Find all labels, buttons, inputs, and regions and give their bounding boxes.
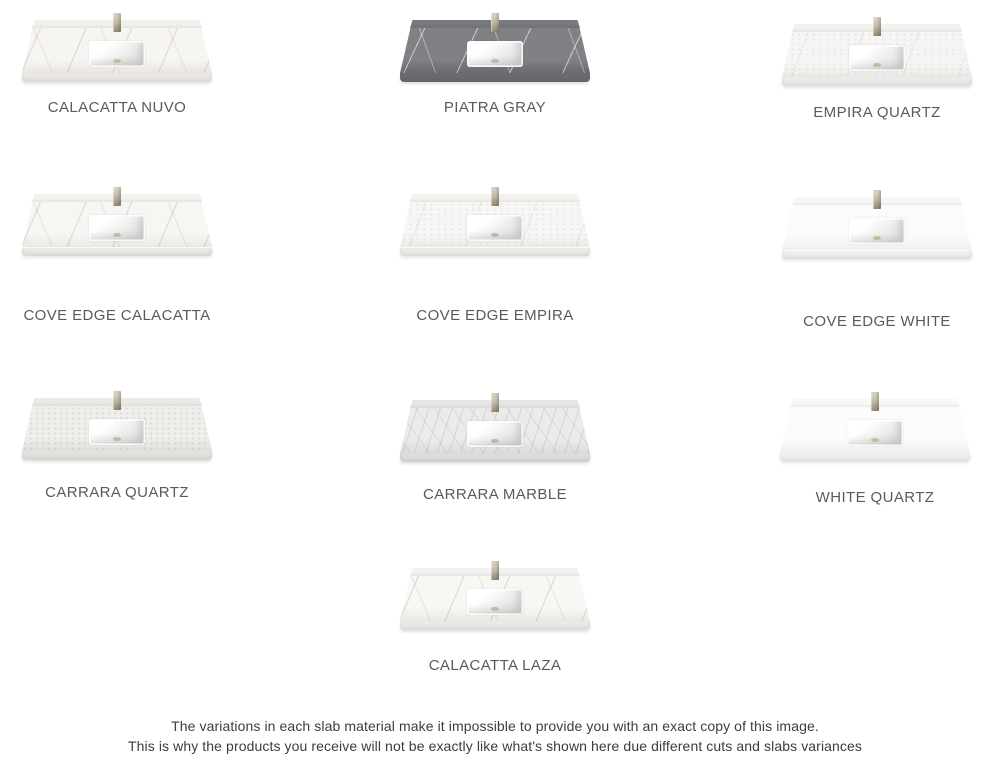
product-tile [780, 392, 970, 505]
countertop-edge [400, 621, 590, 630]
sink-basin [467, 215, 523, 241]
drain-icon [873, 236, 881, 240]
countertop-edge [400, 73, 590, 82]
countertop-edge [782, 77, 972, 86]
product-tile [782, 190, 972, 329]
drain-icon [113, 437, 121, 441]
sink-basin [849, 45, 905, 71]
product-label: CARRARA MARBLE [423, 486, 567, 503]
disclaimer-line-1: The variations in each slab material make it impossible to provide you with an exact copy of this image. [171, 718, 819, 734]
disclaimer-line-2: This is why the products you receive will not be exactly like what's shown here due different cuts and slabs variances [127, 738, 863, 754]
product-label: COVE EDGE EMPIRA [416, 307, 574, 324]
product-label: CALACATTA LAZA [428, 657, 562, 674]
drain-icon [871, 438, 879, 442]
countertop-edge [400, 247, 590, 256]
vanity-top-image [22, 13, 212, 83]
drain-icon [491, 439, 499, 443]
faucet-icon [113, 13, 121, 32]
faucet-icon [113, 187, 121, 206]
product-label: WHITE QUARTZ [815, 489, 935, 506]
sink-basin [847, 420, 903, 446]
vanity-top-image [780, 392, 970, 462]
countertop-edge [22, 451, 212, 460]
product-tile [400, 393, 590, 502]
faucet-icon [491, 393, 499, 412]
countertop-edge [22, 73, 212, 82]
faucet-icon [491, 561, 499, 580]
sink-basin [467, 589, 523, 615]
vanity-top-image [22, 187, 212, 257]
sink-basin [467, 421, 523, 447]
product-label: COVE EDGE WHITE [803, 313, 951, 330]
sink-basin [89, 419, 145, 445]
countertop-edge [22, 247, 212, 256]
drain-icon [491, 607, 499, 611]
product-tile [22, 391, 212, 500]
sink-basin [849, 218, 905, 244]
product-label: CARRARA QUARTZ [45, 484, 189, 501]
vanity-top-image [400, 13, 590, 83]
drain-icon [873, 63, 881, 67]
product-label: PIATRA GRAY [443, 99, 547, 116]
sink-basin [89, 41, 145, 67]
faucet-icon [491, 187, 499, 206]
product-tile [22, 13, 212, 115]
vanity-top-image [22, 391, 212, 461]
drain-icon [113, 59, 121, 63]
faucet-icon [873, 17, 881, 36]
faucet-icon [113, 391, 121, 410]
faucet-icon [873, 190, 881, 209]
vanity-top-image [782, 190, 972, 260]
product-label: COVE EDGE CALACATTA [23, 307, 211, 324]
product-tile [22, 187, 212, 323]
vanity-top-image [782, 17, 972, 87]
sink-basin [89, 215, 145, 241]
product-label: CALACATTA NUVO [47, 99, 187, 116]
product-tile [400, 561, 590, 673]
vanity-top-image [400, 393, 590, 463]
countertop-edge [400, 453, 590, 462]
product-tile [400, 13, 590, 115]
vanity-top-image [400, 561, 590, 631]
drain-icon [113, 233, 121, 237]
footer-disclaimer [0, 716, 990, 756]
vanity-top-image [400, 187, 590, 257]
product-label: EMPIRA QUARTZ [813, 104, 941, 121]
faucet-icon [871, 392, 879, 411]
drain-icon [491, 59, 499, 63]
sink-basin [467, 41, 523, 67]
product-tile [400, 187, 590, 323]
countertop-edge [780, 452, 970, 461]
product-tile [782, 17, 972, 120]
faucet-icon [491, 13, 499, 32]
drain-icon [491, 233, 499, 237]
countertop-edge [782, 250, 972, 259]
